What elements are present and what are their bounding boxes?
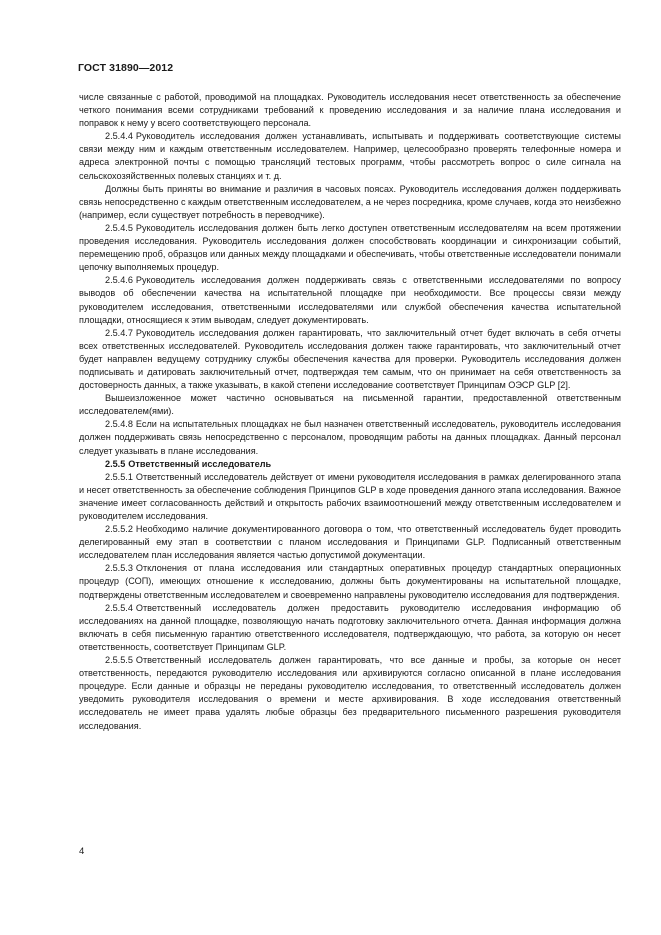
paragraph [79,392,621,418]
paragraph [79,91,621,130]
paragraph-text: Необходимо наличие документированного договора о том, что ответственный исследователь будет проводить делегированный ему этап в соответствии с планом исследования и Принципами GLP. Подписанный ответственным исследователем план исследования является частью допустимой документации. [79,524,621,561]
paragraph-text: Руководитель исследования должен устанавливать, испытывать и поддерживать соответствующие системы связи между ним и каждым ответственным исследователем. Например, целесообразно проверять телефонные номера и адреса электронной почты с помощью трансляций тестовых программ, чтобы рассмотреть вопрос о силе сигнала на сельскохозяйственных полевых станциях и т. д. [79,131,621,181]
paragraph-text: Вышеизложенное может частично основываться на письменной гарантии, предоставленной ответственным исследователем(ями). [79,393,621,417]
paragraph-text: Руководитель исследования должен быть легко доступен ответственным исследователям на всем протяжении проведения исследования. Руководитель исследования должен способствовать координации и синхронизации событий, перемещению проб, образцов или данных между площадками и обеспечивать, чтобы ответственные исследователи понимали цепочку выполняемых процедур. [79,222,621,273]
paragraph-text: Ответственный исследователь должен предоставить руководителю исследования информацию об исследованиях на данной площадке, позволяющую начать подготовку заключительного отчета. Данная информация должна включать в себя письменную гарантию ответственного исследователя, подтверждающую, что работа, за которую он несет ответственность, соответствует Принципам GLP. [79,602,621,652]
document-header: ГОСТ 31890—2012 [78,62,174,74]
paragraph-text: Должны быть приняты во внимание и различия в часовых поясах. Руководитель исследования должен поддерживать связь непосредственно с каждым ответственным исследователем, а не через посредника, кроме случаев, когда это неизбежно (например, если существует потребность в переводчике). [79,183,621,220]
paragraph-text: Ответственный исследователь действует от имени руководителя исследования в рамках делегированного этапа и несет ответственность за обеспечение соблюдения Принципов GLP в ходе проведения данного этапа исследования. Важное значение имеет согласованность действий и открытость рабочих взаимоотношений между ответственным исследователем и руководителем исследования. [79,471,621,521]
clause-number: 2.5.5.5 [105,655,133,666]
paragraph [79,562,621,601]
clause-number: 2.5.5.2 [105,524,133,535]
section-title: Ответственный исследователь [128,458,272,469]
paragraph [79,602,621,654]
clause-number: 2.5.4.4 [105,131,133,142]
paragraph [79,471,621,523]
paragraph-text: Если на испытательных площадках не был назначен ответственный исследователь, руководитель исследования должен поддерживать связь непосредственно с персоналом, проводящим работы на данных площадках. Данный персонал следует указывать в плане исследования. [79,419,621,456]
paragraph [79,183,621,222]
paragraph-text: числе связанные с работой, проводимой на площадках. Руководитель исследования несет ответственность за обеспечение четкого понимания всеми сотрудниками требований к проведению исследования и за наличие плана исследования и поправок к нему у всего соответствующего персонала. [79,92,621,129]
paragraph-text: Ответственный исследователь должен гарантировать, что все данные и пробы, за которые он несет ответственность, передаются руководителю исследования или архивируются согласно описанной в плане исследования процедуре. Если данные и образцы не переданы руководителю исследования, то ответственный исследователь должен уведомить руководителя исследования о времени и месте архивирования. В ходе исследования ответственный исследователь не имеет права удалять любые образцы без предварительного письменного разрешения руководителя исследования. [79,655,621,731]
paragraph [79,222,621,274]
clause-number: 2.5.5.3 [105,563,133,574]
section-heading [79,458,621,471]
paragraph-text: Руководитель исследования должен поддерживать связь с ответственными исследователями по вопросу выводов об обеспечении качества на испытательной площадке при необходимости. Все процессы связи между руководителем исследования, ответственными исследователями или службой обеспечения качества испытательной площадки, относящиеся к этим выводам, следует документировать. [79,275,621,325]
paragraph [79,418,621,457]
paragraph-text: Руководитель исследования должен гарантировать, что заключительный отчет будет включать в себя отчеты всех ответственных исследователей. Руководитель исследования должен также гарантировать, что заключительный отчет будет направлен ведущему сотруднику службы обеспечения качества для проверки. Руководитель исследования должен подписывать и датировать заключительный отчет, подтверждая тем самым, что он принимает на себя ответственность за достоверность данных, а также указывать, в какой степени исследование соответствует Принципам ОЭСР GLP [2]. [79,327,621,391]
paragraph [79,327,621,392]
clause-number: 2.5.4.8 [105,419,133,430]
paragraph [79,130,621,182]
paragraph-text: Отклонения от плана исследования или стандартных оперативных процедур стандартных операционных процедур (СОП), имеющих отношение к исследованию, должны быть документированы на испытательной площадке, подтверждены ответственным исследователем и своевременно направлены руководителю исследования для подтверждения. [79,563,621,600]
document-body [79,91,621,733]
clause-number: 2.5.5.1 [105,471,133,482]
paragraph [79,274,621,326]
paragraph [79,523,621,562]
clause-number: 2.5.4.5 [105,222,133,233]
clause-number: 2.5.4.6 [105,275,133,286]
clause-number: 2.5.4.7 [105,327,133,338]
page-number: 4 [79,846,85,857]
section-number: 2.5.5 [105,458,126,469]
clause-number: 2.5.5.4 [105,602,133,613]
paragraph [79,654,621,733]
